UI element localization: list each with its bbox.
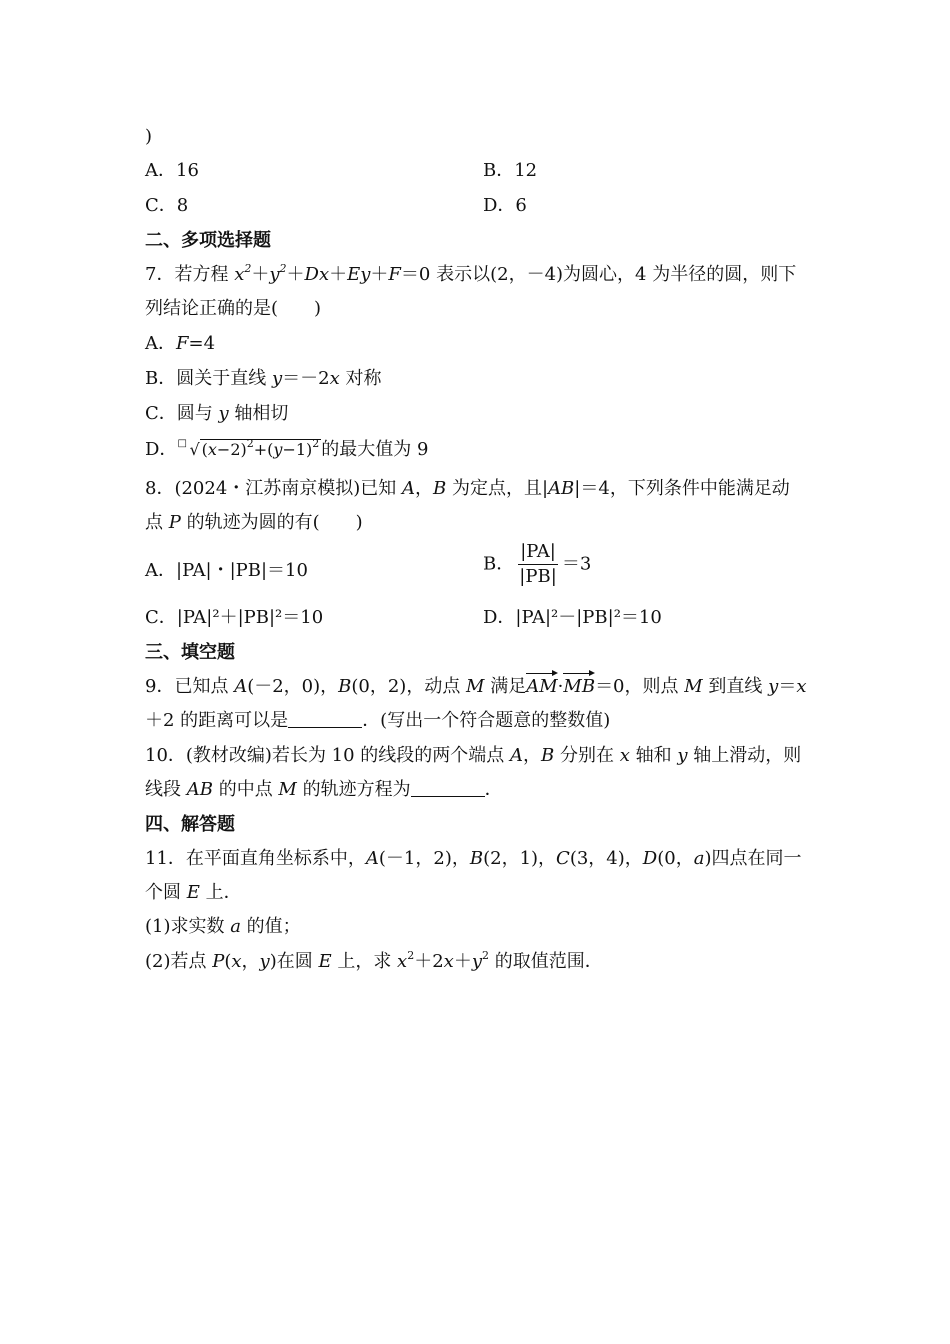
dot-operator: ·: [557, 676, 564, 697]
q8-line1: 8．(2024・江苏南京模拟)已知 A，B 为定点，且|AB|＝4，下列条件中能满足动: [145, 478, 790, 499]
q10-text-e: 线段: [145, 779, 187, 800]
q6-option-b: B．12: [483, 160, 538, 181]
q11-line2: 个圆 E 上．: [145, 882, 242, 903]
q6-option-c: C．8: [145, 195, 189, 216]
q9-text-h: ．(写出一个符合题意的整数值): [362, 710, 611, 731]
q11-part2-text-h: 的取值范围．: [488, 951, 603, 972]
q7-equation: $x^2+y^2+Dx+Ey+F=0$: [234, 262, 431, 285]
fraction-denominator: |PB|: [519, 566, 557, 587]
q11-part2-text-c: ，: [241, 951, 260, 972]
q7-option-b: B．圆关于直线 y＝－2x 对称: [145, 368, 382, 389]
vector-am: AM: [526, 674, 557, 700]
q11-part2-text-d: )在圆: [269, 951, 319, 972]
q8-option-d: D．|PA|²－|PB|²＝10: [483, 607, 662, 628]
q7-radical: □ √ $(x-2)^2+(y-1)^2$: [177, 437, 321, 463]
section-heading-solutions: 四、解答题: [145, 814, 235, 835]
q11-text-d: (3，4)，: [569, 848, 643, 869]
q7-line2: 列结论正确的是( ): [145, 298, 322, 319]
q11-part2: (2)若点 P(x，y)在圆 E 上，求 $x^2+2x+y^2$ 的取值范围．: [145, 949, 603, 972]
q7-option-c: C．圆与 y 轴相切: [145, 403, 289, 424]
q10-text-f: 的中点: [212, 779, 279, 800]
q9-answer-blank[interactable]: [288, 709, 362, 728]
q9-text-f: 到直线: [702, 676, 769, 697]
q8-text-d: 点: [145, 512, 169, 533]
q11-text-e: (0，: [657, 848, 694, 869]
q10-line1: 10．(教材改编)若长为 10 的线段的两个端点 A，B 分别在 x 轴和 y 轴上滑动，则: [145, 745, 802, 766]
q11-part1-text-b: 的值；: [240, 916, 301, 937]
q9-text-a: 9．已知点: [145, 676, 235, 697]
q11-part1-text-a: (1)求实数: [145, 916, 231, 937]
q11-text-b: (－1，2)，: [378, 848, 470, 869]
q11-line1: 11．在平面直角坐标系中，A(－1，2)，B(2，1)，C(3，4)，D(0，a)四点在同一: [145, 848, 802, 869]
q7-option-d-suffix: 的最大值为 9: [321, 439, 429, 460]
q9-text-g: ＋2 的距离可以是: [145, 710, 289, 731]
q9-text-e: ＝0，则点: [595, 676, 685, 697]
q8-text-c: |＝4，下列条件中能满足动: [574, 478, 790, 499]
radical-index: □: [177, 438, 187, 449]
q9-line2: [145, 708, 610, 734]
q10-text-d: 轴上滑动，则: [687, 745, 802, 766]
q11-part2-text-a: (2)若点: [145, 951, 213, 972]
q10-text-g: 的轨迹方程为: [296, 779, 411, 800]
q10-answer-blank[interactable]: [411, 778, 485, 797]
q11-part2-text-f: ＋2: [414, 951, 444, 972]
section-heading-fill-in: 三、填空题: [145, 642, 235, 663]
q7-option-c-suffix: 轴相切: [228, 403, 289, 424]
q8-text-e: 的轨迹为圆的有( ): [180, 512, 363, 533]
q6-paren: ): [145, 126, 153, 147]
section-heading-multiple-choice: 二、多项选择题: [145, 230, 271, 251]
q7-option-b-suffix: 对称: [339, 368, 382, 389]
q7-text-b: 表示以(2，－4)为圆心，4 为半径的圆，则下: [430, 264, 797, 285]
q10-text-a: 10．(教材改编)若长为 10 的线段的两个端点: [145, 745, 511, 766]
q9-text-c: (0，2)，动点: [351, 676, 467, 697]
q7-option-d-label: D．: [145, 439, 178, 460]
q8-option-a: A．|PA|・|PB|＝10: [145, 560, 308, 581]
fraction-numerator: |PA|: [518, 540, 558, 565]
q8-option-b-label: B．: [483, 553, 515, 575]
q9-text-d: 满足: [484, 676, 527, 697]
q11-part2-text-e: 上，求: [331, 951, 398, 972]
q7-option-a: A．F=4: [145, 333, 216, 354]
q10-text-c: 轴和: [629, 745, 678, 766]
q10-text-b: 分别在: [554, 745, 620, 766]
q7-option-c-text: C．圆与: [145, 403, 219, 424]
q8-fraction: [518, 540, 558, 589]
q6-option-d: D．6: [483, 195, 527, 216]
vector-mb: MB: [563, 674, 595, 700]
q9-text-b: (－2，0)，: [247, 676, 339, 697]
q11-text-f: )四点在同一: [704, 848, 802, 869]
q7-text-a: 7．若方程: [145, 264, 235, 285]
q7-option-b-text: B．圆关于直线: [145, 368, 272, 389]
q7-option-d: [145, 437, 428, 463]
q8-text-b: 为定点，且|: [446, 478, 549, 499]
q11-text-h: 上．: [199, 882, 242, 903]
q11-text-a: 11．在平面直角坐标系中，: [145, 848, 366, 869]
q11-part2-text-b: (: [224, 951, 232, 972]
q9-line1: 9．已知点 A(－2，0)，B(0，2)，动点 M 满足AM·MB＝0，则点 M 到直线 y＝x: [145, 674, 806, 700]
q8-line2: 点 P 的轨迹为圆的有( ): [145, 512, 363, 533]
q11-part2-text-g: ＋: [453, 951, 472, 972]
q7-option-a-eq: =4: [188, 333, 216, 354]
q8-option-b: [483, 540, 591, 589]
q10-line2: 线段 AB 的中点 M 的轨迹方程为 ．: [145, 779, 503, 800]
q11-text-g: 个圆: [145, 882, 187, 903]
q10-text-h: ．: [484, 779, 503, 800]
q11-part1: (1)求实数 a 的值；: [145, 916, 301, 937]
q8-text-a: 8．(2024・江苏南京模拟)已知: [145, 478, 403, 499]
q8-option-c: C．|PA|²＋|PB|²＝10: [145, 607, 324, 628]
q7-option-a-label: A．: [145, 333, 176, 354]
q6-option-a: A．16: [145, 160, 199, 181]
q7-line1: [145, 262, 796, 288]
q8-option-b-suffix: ＝3: [561, 553, 592, 575]
q11-text-c: (2，1)，: [483, 848, 557, 869]
